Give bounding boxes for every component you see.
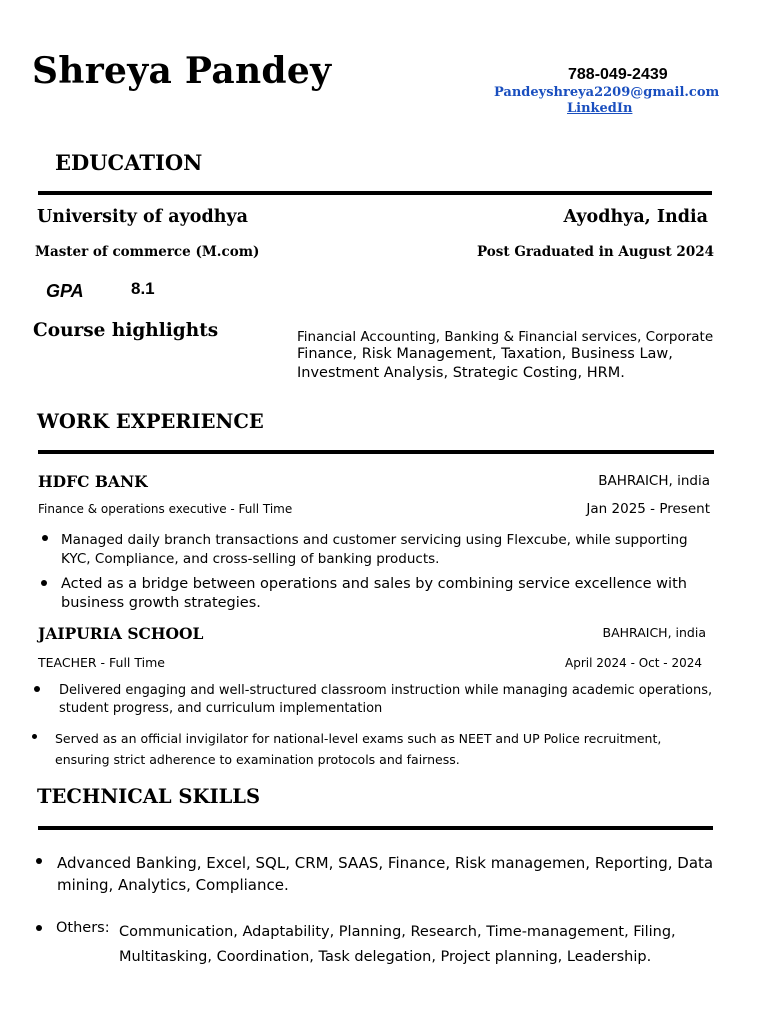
job-company: JAIPURIA SCHOOL: [38, 624, 204, 643]
job-location: BAHRAICH, india: [598, 473, 710, 489]
degree: Master of commerce (M.com): [35, 244, 260, 260]
gpa-value: 8.1: [131, 279, 155, 298]
school-name: University of ayodhya: [37, 207, 248, 227]
course-highlights-line3: Investment Analysis, Strategic Costing, HRM.: [297, 365, 625, 381]
technical-skills-heading: TECHNICAL SKILLS: [37, 785, 261, 808]
others-label: Others:: [56, 920, 110, 936]
technical-skills-divider: [38, 826, 713, 830]
job-location: BAHRAICH, india: [602, 625, 706, 640]
work-experience-divider: [38, 450, 714, 454]
phone-number: 788-049-2439: [568, 66, 668, 83]
school-location: Ayodhya, India: [563, 207, 708, 227]
education-heading: EDUCATION: [55, 150, 203, 175]
job-dates: April 2024 - Oct - 2024: [565, 656, 702, 670]
candidate-name: Shreya Pandey: [32, 50, 332, 92]
job-role: Finance & operations executive - Full Time: [38, 502, 293, 516]
bullet-dot: [36, 925, 42, 931]
bullet-dot: [36, 858, 42, 864]
course-highlights-line2: Finance, Risk Management, Taxation, Business Law,: [297, 346, 673, 362]
bullet-dot: [41, 580, 47, 586]
job-bullet: Served as an official invigilator for national-level exams such as NEET and UP Police recruitment, ensuring strict adherence to examination protocols and fairness.: [55, 731, 662, 767]
work-experience-heading: WORK EXPERIENCE: [37, 410, 264, 433]
others-skills: Communication, Adaptability, Planning, Research, Time-management, Filing, Multitasking, Coordination, Task delegation, Project planning, Leadership.: [119, 924, 676, 965]
job-bullet: Managed daily branch transactions and customer servicing using Flexcube, while supporting KYC, Compliance, and cross-selling of banking products.: [61, 532, 688, 567]
job-bullet: Acted as a bridge between operations and sales by combining service excellence with business growth strategies.: [61, 576, 687, 611]
gpa-label: GPA: [46, 281, 84, 301]
graduation-date: Post Graduated in August 2024: [477, 244, 714, 260]
bullet-dot: [34, 686, 40, 692]
course-highlights-label: Course highlights: [33, 320, 219, 341]
job-company: HDFC BANK: [38, 472, 148, 491]
email-link[interactable]: Pandeyshreya2209@gmail.com: [494, 85, 720, 100]
course-highlights-line1: Financial Accounting, Banking & Financial services, Corporate: [297, 329, 714, 345]
education-divider: [38, 191, 712, 195]
bullet-dot: [32, 734, 37, 739]
job-bullet: Delivered engaging and well-structured classroom instruction while managing academic operations, student progress, and curriculum implementation: [59, 683, 713, 716]
job-dates: Jan 2025 - Present: [586, 501, 710, 517]
skills-list: Advanced Banking, Excel, SQL, CRM, SAAS, Finance, Risk managemen, Reporting, Data mining, Analytics, Compliance.: [57, 854, 714, 894]
bullet-dot: [42, 535, 48, 541]
linkedin-link[interactable]: LinkedIn: [567, 101, 633, 116]
job-role: TEACHER - Full Time: [38, 655, 165, 670]
